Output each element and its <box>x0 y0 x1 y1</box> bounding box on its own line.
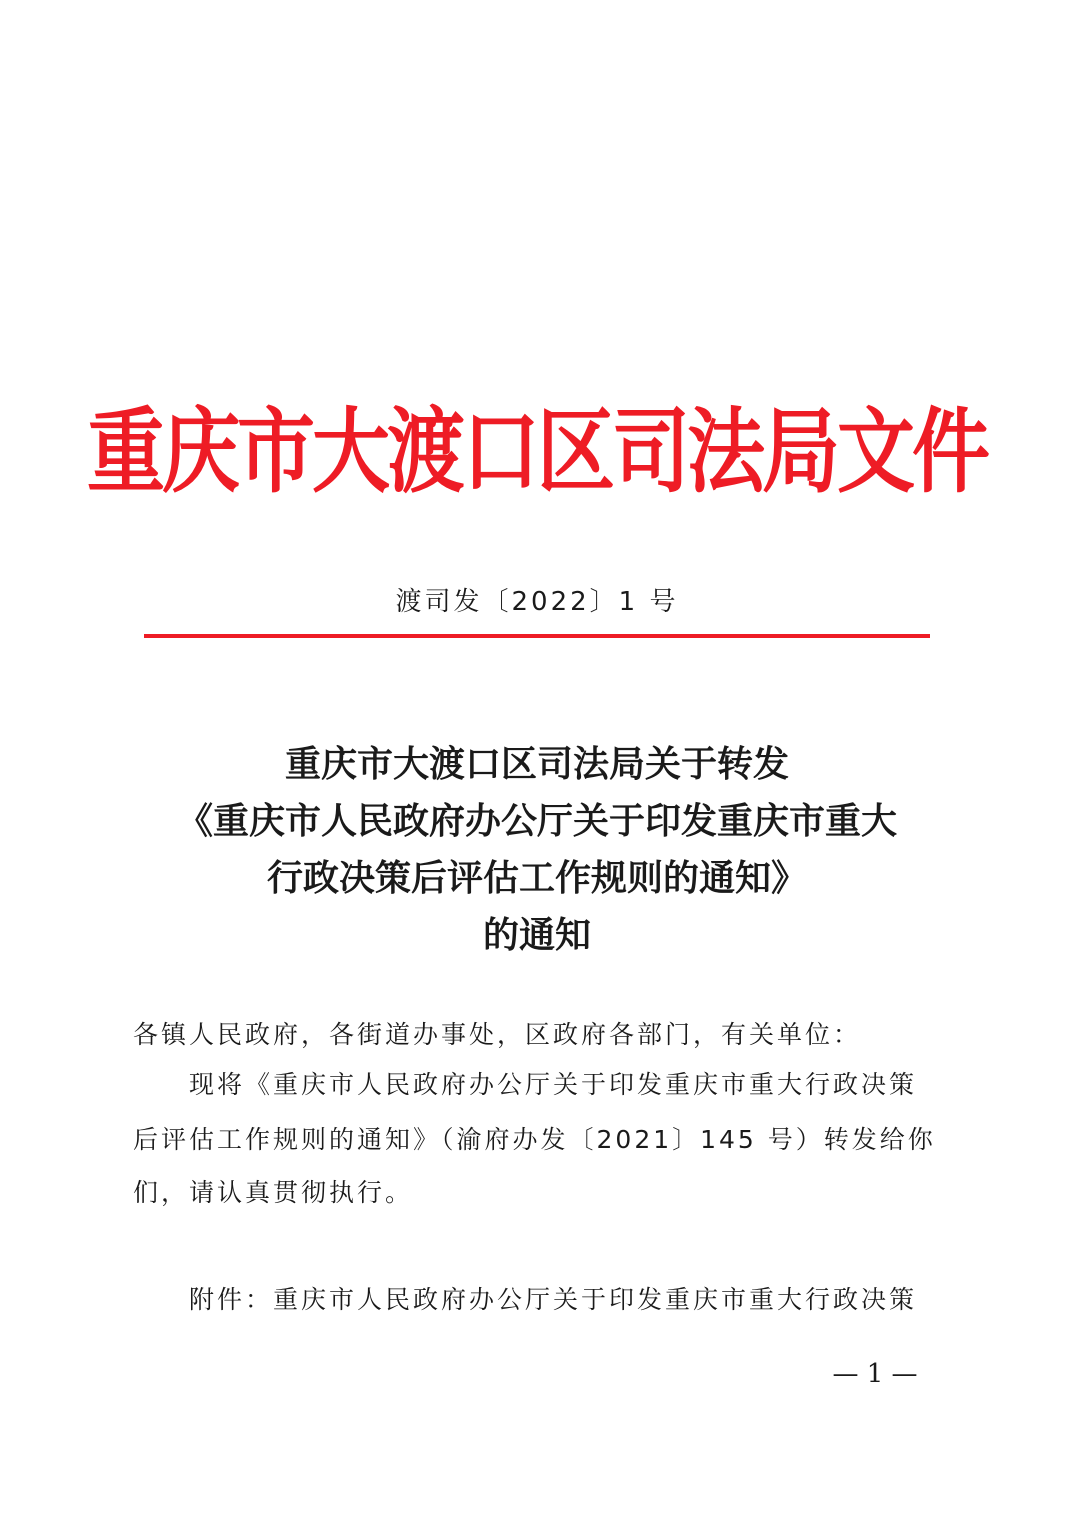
paragraph-line: 们，请认真贯彻执行。 <box>133 1178 414 1207</box>
page-number: — 1 — <box>832 1359 918 1389</box>
attachment-line: 附件：重庆市人民政府办公厅关于印发重庆市重大行政决策 <box>189 1285 918 1314</box>
title-line: 的通知 <box>482 914 591 956</box>
title-line: 《重庆市人民政府办公厅关于印发重庆市重大 <box>176 800 897 842</box>
paragraph-line: 后评估工作规则的通知》（渝府办发〔2021〕145 号）转发给你 <box>133 1125 936 1154</box>
document-number: 渡司发〔2022〕1 号 <box>395 587 679 617</box>
paragraph-line: 现将《重庆市人民政府办公厅关于印发重庆市重大行政决策 <box>189 1070 918 1099</box>
title-line: 行政决策后评估工作规则的通知》 <box>266 857 807 899</box>
document-title <box>120 736 954 964</box>
title-line: 重庆市大渡口区司法局关于转发 <box>284 743 789 785</box>
issuer-title: 重庆市大渡口区司法局文件 <box>86 398 987 506</box>
red-divider-line <box>144 634 930 638</box>
salutation: 各镇人民政府，各街道办事处，区政府各部门，有关单位： <box>133 1020 862 1049</box>
